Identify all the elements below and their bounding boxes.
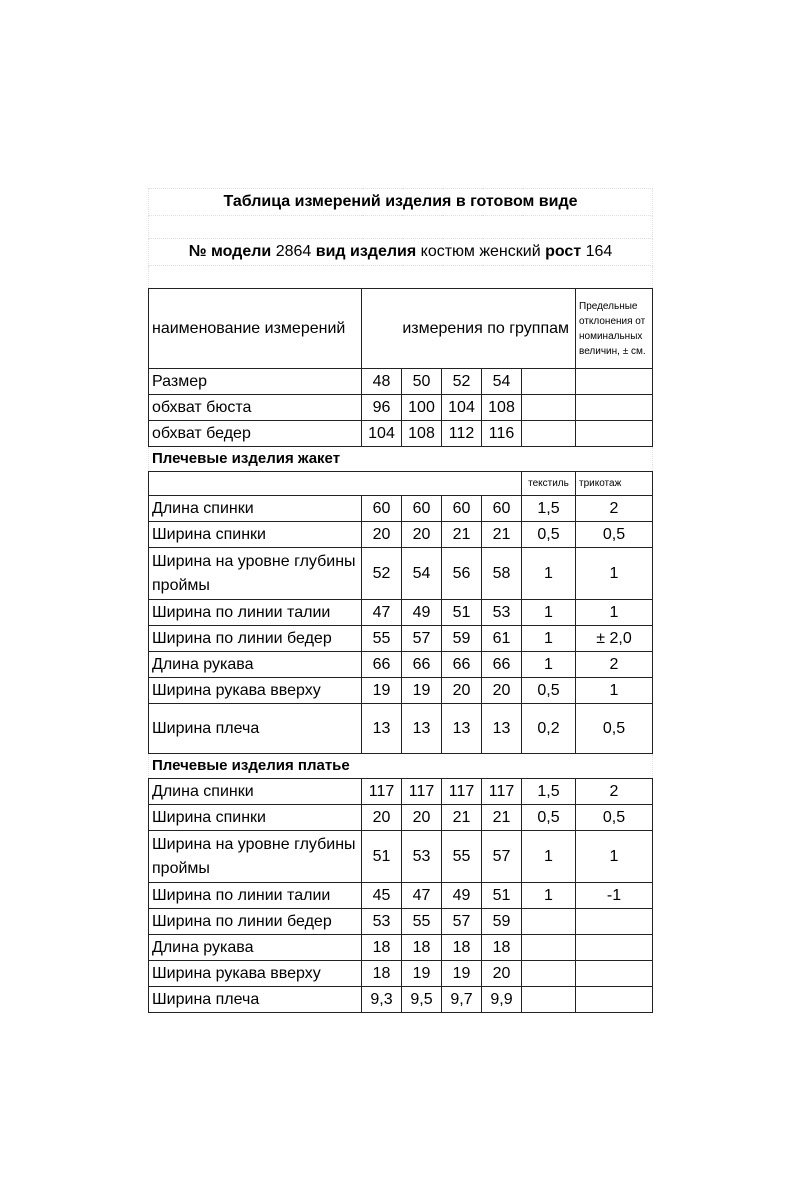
tolerance-knit [576, 987, 653, 1013]
size-value: 9,7 [442, 987, 482, 1013]
row-name: Длина спинки [149, 779, 362, 805]
row-name: Ширина по линии бедер [149, 909, 362, 935]
empty-cell [522, 395, 576, 421]
row-name: Ширина плеча [149, 987, 362, 1013]
table-row [149, 704, 653, 754]
tolerance-knit: 1 [576, 831, 653, 883]
table-row [149, 652, 653, 678]
table-row [149, 395, 653, 421]
size-value: 96 [362, 395, 402, 421]
tolerance-knit: 0,5 [576, 522, 653, 548]
tolerance-textile: 0,2 [522, 704, 576, 754]
tolerance-knit: 0,5 [576, 805, 653, 831]
size-value: 117 [362, 779, 402, 805]
size-value: 66 [402, 652, 442, 678]
table-row [149, 626, 653, 652]
tolerance-textile: 1 [522, 548, 576, 600]
row-name: Ширина спинки [149, 522, 362, 548]
size-value: 18 [402, 935, 442, 961]
row-name: Ширина рукава вверху [149, 678, 362, 704]
size-value: 48 [362, 369, 402, 395]
empty-cell [576, 421, 653, 447]
size-value: 117 [442, 779, 482, 805]
size-value: 20 [362, 522, 402, 548]
row-name: Ширина плеча [149, 704, 362, 754]
size-value: 116 [482, 421, 522, 447]
size-value: 61 [482, 626, 522, 652]
size-value: 20 [442, 678, 482, 704]
tolerance-knit: ± 2,0 [576, 626, 653, 652]
tolerance-textile: 1 [522, 652, 576, 678]
size-value: 13 [402, 704, 442, 754]
table-row [149, 369, 653, 395]
tolerance-textile [522, 987, 576, 1013]
size-value: 9,9 [482, 987, 522, 1013]
size-value: 51 [442, 600, 482, 626]
size-value: 20 [402, 805, 442, 831]
header-groups: измерения по группам [362, 289, 576, 369]
size-value: 18 [362, 961, 402, 987]
row-name: Длина рукава [149, 935, 362, 961]
empty-cell [149, 472, 522, 496]
table-row [149, 548, 653, 600]
row-name: Размер [149, 369, 362, 395]
size-value: 60 [362, 496, 402, 522]
tolerance-textile: 0,5 [522, 678, 576, 704]
table-row [149, 496, 653, 522]
size-value: 112 [442, 421, 482, 447]
empty-cell [576, 395, 653, 421]
model-line [149, 239, 653, 266]
size-value: 49 [442, 883, 482, 909]
table-row [149, 935, 653, 961]
row-name: Длина рукава [149, 652, 362, 678]
row-name: Ширина на уровне глубины проймы [149, 831, 362, 883]
row-name: Ширина по линии талии [149, 600, 362, 626]
size-value: 104 [362, 421, 402, 447]
product-type-label: вид изделия [315, 243, 417, 260]
size-value: 18 [482, 935, 522, 961]
size-value: 21 [442, 522, 482, 548]
tolerance-label-knit: трикотаж [576, 472, 653, 496]
tolerance-textile: 1,5 [522, 496, 576, 522]
measurement-table [148, 188, 653, 1013]
tolerance-knit: 2 [576, 496, 653, 522]
row-name: обхват бедер [149, 421, 362, 447]
size-value: 54 [402, 548, 442, 600]
size-value: 53 [482, 600, 522, 626]
size-value: 60 [482, 496, 522, 522]
size-value: 54 [482, 369, 522, 395]
size-value: 52 [362, 548, 402, 600]
table-row [149, 961, 653, 987]
table-row [149, 600, 653, 626]
size-value: 19 [402, 678, 442, 704]
model-label: № модели [188, 243, 272, 260]
size-value: 52 [442, 369, 482, 395]
tolerance-knit [576, 935, 653, 961]
measurement-sheet [148, 188, 652, 1013]
tolerance-textile: 0,5 [522, 805, 576, 831]
table-row [149, 779, 653, 805]
size-value: 117 [402, 779, 442, 805]
empty-cell [576, 369, 653, 395]
size-value: 66 [482, 652, 522, 678]
size-value: 55 [362, 626, 402, 652]
size-value: 60 [402, 496, 442, 522]
size-value: 55 [442, 831, 482, 883]
size-value: 49 [402, 600, 442, 626]
section-title-jacket: Плечевые изделия жакет [149, 447, 653, 472]
product-type: костюм женский [420, 243, 541, 260]
size-value: 100 [402, 395, 442, 421]
size-value: 13 [442, 704, 482, 754]
tolerance-label-textile: текстиль [522, 472, 576, 496]
tolerance-knit: -1 [576, 883, 653, 909]
size-value: 60 [442, 496, 482, 522]
size-value: 20 [402, 522, 442, 548]
size-value: 20 [362, 805, 402, 831]
size-value: 21 [482, 805, 522, 831]
row-name: Длина спинки [149, 496, 362, 522]
size-value: 20 [482, 961, 522, 987]
size-value: 20 [482, 678, 522, 704]
size-value: 53 [362, 909, 402, 935]
size-value: 21 [442, 805, 482, 831]
size-value: 57 [482, 831, 522, 883]
size-value: 108 [482, 395, 522, 421]
tolerance-textile [522, 909, 576, 935]
tolerance-textile: 1 [522, 883, 576, 909]
size-value: 55 [402, 909, 442, 935]
size-value: 66 [442, 652, 482, 678]
table-row [149, 421, 653, 447]
size-value: 21 [482, 522, 522, 548]
size-value: 19 [402, 961, 442, 987]
table-row [149, 909, 653, 935]
size-value: 56 [442, 548, 482, 600]
size-value: 53 [402, 831, 442, 883]
size-value: 51 [362, 831, 402, 883]
size-value: 19 [362, 678, 402, 704]
tolerance-knit: 2 [576, 652, 653, 678]
tolerance-textile: 1 [522, 831, 576, 883]
size-value: 59 [482, 909, 522, 935]
tolerance-textile: 1 [522, 600, 576, 626]
size-value: 57 [442, 909, 482, 935]
size-value: 47 [402, 883, 442, 909]
size-value: 13 [482, 704, 522, 754]
size-value: 18 [362, 935, 402, 961]
height-label: рост [545, 243, 582, 260]
tolerance-textile: 0,5 [522, 522, 576, 548]
tolerance-knit: 0,5 [576, 704, 653, 754]
tolerance-knit: 1 [576, 600, 653, 626]
tolerance-knit: 1 [576, 548, 653, 600]
table-row [149, 883, 653, 909]
row-name: Ширина спинки [149, 805, 362, 831]
size-value: 19 [442, 961, 482, 987]
height-value: 164 [585, 243, 613, 260]
size-value: 108 [402, 421, 442, 447]
table-row [149, 831, 653, 883]
row-name: обхват бюста [149, 395, 362, 421]
row-name: Ширина по линии бедер [149, 626, 362, 652]
size-value: 50 [402, 369, 442, 395]
size-value: 18 [442, 935, 482, 961]
tolerance-textile: 1 [522, 626, 576, 652]
empty-cell [522, 421, 576, 447]
header-name: наименование измерений [149, 289, 362, 369]
size-value: 58 [482, 548, 522, 600]
size-value: 57 [402, 626, 442, 652]
size-value: 45 [362, 883, 402, 909]
tolerance-textile: 1,5 [522, 779, 576, 805]
table-row [149, 522, 653, 548]
tolerance-knit [576, 961, 653, 987]
size-value: 59 [442, 626, 482, 652]
row-name: Ширина рукава вверху [149, 961, 362, 987]
header-tolerance: Предельные отклонения от номинальных величин, ± см. [576, 289, 653, 369]
size-value: 51 [482, 883, 522, 909]
table-row [149, 678, 653, 704]
row-name: Ширина на уровне глубины проймы [149, 548, 362, 600]
empty-cell [522, 369, 576, 395]
size-value: 9,5 [402, 987, 442, 1013]
table-title: Таблица измерений изделия в готовом виде [149, 189, 653, 216]
tolerance-textile [522, 961, 576, 987]
tolerance-knit: 1 [576, 678, 653, 704]
size-value: 66 [362, 652, 402, 678]
tolerance-textile [522, 935, 576, 961]
table-row [149, 805, 653, 831]
tolerance-knit: 2 [576, 779, 653, 805]
tolerance-knit [576, 909, 653, 935]
size-value: 117 [482, 779, 522, 805]
size-value: 13 [362, 704, 402, 754]
size-value: 9,3 [362, 987, 402, 1013]
row-name: Ширина по линии талии [149, 883, 362, 909]
table-row [149, 987, 653, 1013]
model-number: 2864 [275, 243, 312, 260]
section-title-dress: Плечевые изделия платье [149, 754, 653, 779]
size-value: 104 [442, 395, 482, 421]
size-value: 47 [362, 600, 402, 626]
